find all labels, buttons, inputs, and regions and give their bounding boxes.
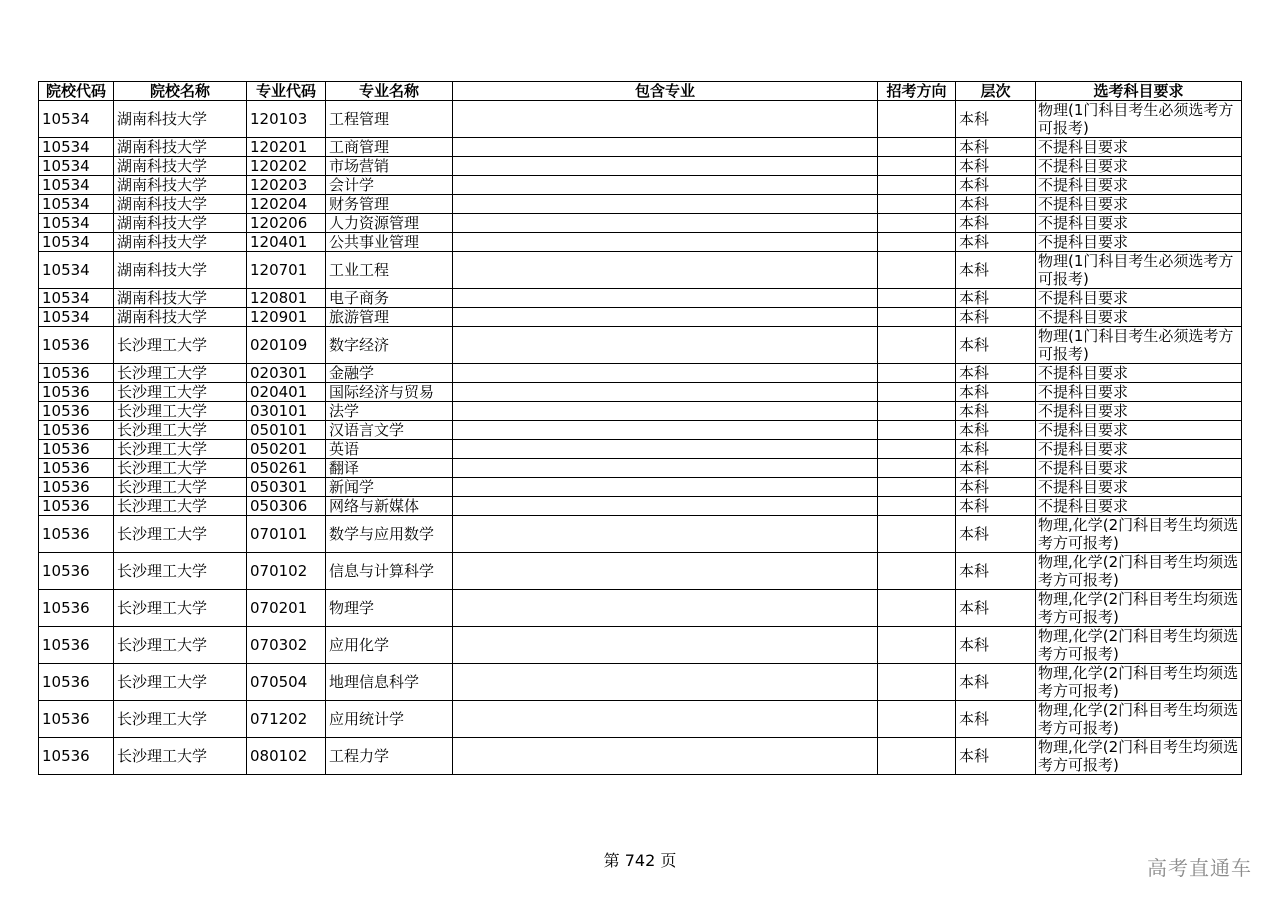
cell-level: 本科: [956, 195, 1036, 214]
watermark: 高考直通车: [1147, 856, 1252, 880]
cell-included-majors: [453, 627, 878, 664]
cell-level: 本科: [956, 327, 1036, 364]
cell-level: 本科: [956, 383, 1036, 402]
cell-included-majors: [453, 516, 878, 553]
cell-direction: [878, 308, 956, 327]
cell-school-code: 10536: [39, 383, 114, 402]
cell-level: 本科: [956, 364, 1036, 383]
cell-major-name: 国际经济与贸易: [326, 383, 453, 402]
cell-included-majors: [453, 383, 878, 402]
cell-level: 本科: [956, 516, 1036, 553]
cell-school-code: 10536: [39, 327, 114, 364]
cell-school-code: 10536: [39, 478, 114, 497]
cell-subject-requirement: 不提科目要求: [1036, 195, 1242, 214]
cell-school-name: 长沙理工大学: [114, 383, 247, 402]
cell-school-code: 10534: [39, 176, 114, 195]
cell-subject-requirement: 不提科目要求: [1036, 138, 1242, 157]
cell-school-code: 10534: [39, 289, 114, 308]
cell-school-name: 湖南科技大学: [114, 233, 247, 252]
cell-included-majors: [453, 421, 878, 440]
cell-major-name: 旅游管理: [326, 308, 453, 327]
cell-subject-requirement: 物理(1门科目考生必须选考方可报考): [1036, 101, 1242, 138]
cell-school-name: 长沙理工大学: [114, 421, 247, 440]
cell-direction: [878, 195, 956, 214]
cell-subject-requirement: 物理,化学(2门科目考生均须选考方可报考): [1036, 738, 1242, 775]
table-row: [39, 364, 1242, 383]
table-row: [39, 233, 1242, 252]
cell-major-name: 地理信息科学: [326, 664, 453, 701]
cell-included-majors: [453, 308, 878, 327]
cell-major-name: 英语: [326, 440, 453, 459]
cell-direction: [878, 289, 956, 308]
cell-school-name: 湖南科技大学: [114, 138, 247, 157]
cell-major-code: 070101: [247, 516, 326, 553]
cell-included-majors: [453, 459, 878, 478]
cell-major-code: 070302: [247, 627, 326, 664]
cell-major-code: 120901: [247, 308, 326, 327]
table-row: [39, 738, 1242, 775]
table-row: [39, 195, 1242, 214]
cell-direction: [878, 478, 956, 497]
cell-direction: [878, 590, 956, 627]
table-row: [39, 214, 1242, 233]
cell-included-majors: [453, 157, 878, 176]
cell-major-name: 市场营销: [326, 157, 453, 176]
cell-school-name: 长沙理工大学: [114, 459, 247, 478]
cell-school-code: 10536: [39, 459, 114, 478]
cell-major-name: 网络与新媒体: [326, 497, 453, 516]
cell-school-code: 10534: [39, 308, 114, 327]
cell-school-name: 湖南科技大学: [114, 252, 247, 289]
header-level: 层次: [956, 82, 1036, 101]
cell-major-code: 070201: [247, 590, 326, 627]
cell-major-name: 法学: [326, 402, 453, 421]
cell-included-majors: [453, 214, 878, 233]
cell-level: 本科: [956, 627, 1036, 664]
cell-school-name: 湖南科技大学: [114, 195, 247, 214]
cell-included-majors: [453, 664, 878, 701]
cell-major-code: 120204: [247, 195, 326, 214]
cell-school-name: 湖南科技大学: [114, 157, 247, 176]
cell-major-name: 公共事业管理: [326, 233, 453, 252]
cell-level: 本科: [956, 497, 1036, 516]
cell-school-code: 10536: [39, 421, 114, 440]
cell-direction: [878, 664, 956, 701]
cell-direction: [878, 459, 956, 478]
cell-level: 本科: [956, 701, 1036, 738]
cell-level: 本科: [956, 252, 1036, 289]
cell-subject-requirement: 物理,化学(2门科目考生均须选考方可报考): [1036, 664, 1242, 701]
cell-major-code: 120202: [247, 157, 326, 176]
cell-direction: [878, 516, 956, 553]
cell-level: 本科: [956, 459, 1036, 478]
cell-level: 本科: [956, 176, 1036, 195]
cell-included-majors: [453, 289, 878, 308]
table-row: [39, 101, 1242, 138]
cell-included-majors: [453, 327, 878, 364]
cell-school-name: 长沙理工大学: [114, 478, 247, 497]
cell-direction: [878, 497, 956, 516]
cell-school-name: 长沙理工大学: [114, 590, 247, 627]
cell-direction: [878, 214, 956, 233]
table-row: [39, 176, 1242, 195]
cell-school-code: 10536: [39, 364, 114, 383]
cell-included-majors: [453, 440, 878, 459]
cell-subject-requirement: 不提科目要求: [1036, 289, 1242, 308]
cell-school-name: 长沙理工大学: [114, 364, 247, 383]
cell-school-name: 长沙理工大学: [114, 440, 247, 459]
table-row: [39, 701, 1242, 738]
cell-major-name: 数学与应用数学: [326, 516, 453, 553]
cell-major-code: 120401: [247, 233, 326, 252]
cell-major-code: 020401: [247, 383, 326, 402]
cell-included-majors: [453, 497, 878, 516]
cell-school-code: 10536: [39, 701, 114, 738]
cell-direction: [878, 233, 956, 252]
cell-major-code: 050261: [247, 459, 326, 478]
page-number: 第 742 页: [603, 851, 677, 870]
cell-school-code: 10536: [39, 664, 114, 701]
cell-major-name: 会计学: [326, 176, 453, 195]
header-major-code: 专业代码: [247, 82, 326, 101]
cell-included-majors: [453, 138, 878, 157]
cell-school-code: 10534: [39, 252, 114, 289]
cell-direction: [878, 252, 956, 289]
cell-subject-requirement: 物理(1门科目考生必须选考方可报考): [1036, 327, 1242, 364]
cell-major-name: 人力资源管理: [326, 214, 453, 233]
table-row: [39, 138, 1242, 157]
cell-direction: [878, 553, 956, 590]
cell-level: 本科: [956, 289, 1036, 308]
cell-school-code: 10534: [39, 101, 114, 138]
cell-school-name: 长沙理工大学: [114, 627, 247, 664]
cell-school-name: 长沙理工大学: [114, 402, 247, 421]
header-major-name: 专业名称: [326, 82, 453, 101]
cell-major-name: 财务管理: [326, 195, 453, 214]
cell-major-name: 应用化学: [326, 627, 453, 664]
cell-direction: [878, 383, 956, 402]
cell-included-majors: [453, 553, 878, 590]
cell-direction: [878, 440, 956, 459]
cell-direction: [878, 701, 956, 738]
cell-subject-requirement: 物理,化学(2门科目考生均须选考方可报考): [1036, 627, 1242, 664]
cell-major-code: 120206: [247, 214, 326, 233]
table-row: [39, 478, 1242, 497]
cell-major-code: 050101: [247, 421, 326, 440]
cell-school-name: 长沙理工大学: [114, 327, 247, 364]
cell-direction: [878, 364, 956, 383]
cell-included-majors: [453, 701, 878, 738]
cell-major-code: 071202: [247, 701, 326, 738]
cell-level: 本科: [956, 402, 1036, 421]
cell-subject-requirement: 物理,化学(2门科目考生均须选考方可报考): [1036, 701, 1242, 738]
cell-major-code: 070102: [247, 553, 326, 590]
cell-school-code: 10536: [39, 516, 114, 553]
table-row: [39, 252, 1242, 289]
cell-school-code: 10536: [39, 440, 114, 459]
cell-major-code: 050306: [247, 497, 326, 516]
cell-direction: [878, 327, 956, 364]
admissions-table-container: [38, 81, 1241, 775]
cell-subject-requirement: 不提科目要求: [1036, 402, 1242, 421]
table-row: [39, 553, 1242, 590]
cell-major-code: 120201: [247, 138, 326, 157]
cell-included-majors: [453, 364, 878, 383]
cell-major-name: 工程力学: [326, 738, 453, 775]
cell-school-name: 长沙理工大学: [114, 664, 247, 701]
cell-subject-requirement: 物理(1门科目考生必须选考方可报考): [1036, 252, 1242, 289]
cell-level: 本科: [956, 590, 1036, 627]
cell-included-majors: [453, 195, 878, 214]
cell-school-code: 10536: [39, 627, 114, 664]
cell-major-name: 信息与计算科学: [326, 553, 453, 590]
cell-direction: [878, 101, 956, 138]
cell-school-code: 10534: [39, 138, 114, 157]
cell-subject-requirement: 不提科目要求: [1036, 440, 1242, 459]
table-row: [39, 402, 1242, 421]
cell-major-name: 金融学: [326, 364, 453, 383]
cell-school-code: 10534: [39, 233, 114, 252]
cell-school-code: 10534: [39, 157, 114, 176]
table-header-row: [39, 82, 1242, 101]
header-school-code: 院校代码: [39, 82, 114, 101]
cell-school-name: 湖南科技大学: [114, 308, 247, 327]
cell-direction: [878, 738, 956, 775]
table-row: [39, 421, 1242, 440]
cell-school-code: 10534: [39, 214, 114, 233]
table-row: [39, 516, 1242, 553]
cell-major-code: 020109: [247, 327, 326, 364]
cell-major-code: 020301: [247, 364, 326, 383]
cell-subject-requirement: 物理,化学(2门科目考生均须选考方可报考): [1036, 516, 1242, 553]
cell-subject-requirement: 不提科目要求: [1036, 157, 1242, 176]
cell-direction: [878, 157, 956, 176]
table-row: [39, 308, 1242, 327]
cell-major-code: 030101: [247, 402, 326, 421]
cell-major-code: 120103: [247, 101, 326, 138]
table-row: [39, 497, 1242, 516]
cell-subject-requirement: 不提科目要求: [1036, 308, 1242, 327]
cell-level: 本科: [956, 553, 1036, 590]
cell-school-name: 长沙理工大学: [114, 701, 247, 738]
table-row: [39, 627, 1242, 664]
cell-major-name: 工商管理: [326, 138, 453, 157]
cell-subject-requirement: 不提科目要求: [1036, 478, 1242, 497]
cell-major-name: 电子商务: [326, 289, 453, 308]
cell-major-name: 物理学: [326, 590, 453, 627]
cell-direction: [878, 138, 956, 157]
cell-major-name: 数字经济: [326, 327, 453, 364]
cell-included-majors: [453, 738, 878, 775]
cell-major-code: 120701: [247, 252, 326, 289]
table-row: [39, 157, 1242, 176]
cell-included-majors: [453, 101, 878, 138]
header-included-majors: 包含专业: [453, 82, 878, 101]
table-row: [39, 664, 1242, 701]
cell-major-code: 120801: [247, 289, 326, 308]
table-row: [39, 590, 1242, 627]
cell-level: 本科: [956, 421, 1036, 440]
cell-major-name: 新闻学: [326, 478, 453, 497]
cell-included-majors: [453, 252, 878, 289]
table-row: [39, 383, 1242, 402]
header-subject-requirement: 选考科目要求: [1036, 82, 1242, 101]
header-school-name: 院校名称: [114, 82, 247, 101]
cell-subject-requirement: 不提科目要求: [1036, 383, 1242, 402]
cell-subject-requirement: 不提科目要求: [1036, 176, 1242, 195]
cell-major-code: 070504: [247, 664, 326, 701]
cell-included-majors: [453, 590, 878, 627]
cell-school-name: 湖南科技大学: [114, 289, 247, 308]
cell-major-name: 工程管理: [326, 101, 453, 138]
table-body: [39, 101, 1242, 775]
cell-direction: [878, 627, 956, 664]
cell-school-code: 10536: [39, 590, 114, 627]
cell-level: 本科: [956, 308, 1036, 327]
table-row: [39, 289, 1242, 308]
table-row: [39, 440, 1242, 459]
cell-subject-requirement: 物理,化学(2门科目考生均须选考方可报考): [1036, 590, 1242, 627]
cell-major-name: 应用统计学: [326, 701, 453, 738]
cell-major-name: 汉语言文学: [326, 421, 453, 440]
cell-subject-requirement: 不提科目要求: [1036, 233, 1242, 252]
cell-school-code: 10534: [39, 195, 114, 214]
cell-subject-requirement: 不提科目要求: [1036, 421, 1242, 440]
cell-school-code: 10536: [39, 402, 114, 421]
cell-school-code: 10536: [39, 738, 114, 775]
cell-level: 本科: [956, 214, 1036, 233]
cell-major-code: 080102: [247, 738, 326, 775]
cell-major-name: 工业工程: [326, 252, 453, 289]
cell-level: 本科: [956, 101, 1036, 138]
cell-school-name: 湖南科技大学: [114, 176, 247, 195]
cell-subject-requirement: 不提科目要求: [1036, 497, 1242, 516]
cell-subject-requirement: 不提科目要求: [1036, 459, 1242, 478]
cell-school-name: 长沙理工大学: [114, 553, 247, 590]
cell-included-majors: [453, 402, 878, 421]
admissions-table: [38, 81, 1242, 775]
cell-included-majors: [453, 478, 878, 497]
cell-major-code: 120203: [247, 176, 326, 195]
cell-school-code: 10536: [39, 553, 114, 590]
cell-major-name: 翻译: [326, 459, 453, 478]
cell-subject-requirement: 不提科目要求: [1036, 364, 1242, 383]
cell-direction: [878, 402, 956, 421]
cell-school-name: 长沙理工大学: [114, 516, 247, 553]
table-row: [39, 459, 1242, 478]
cell-level: 本科: [956, 157, 1036, 176]
header-direction: 招考方向: [878, 82, 956, 101]
cell-included-majors: [453, 233, 878, 252]
cell-school-name: 长沙理工大学: [114, 738, 247, 775]
cell-direction: [878, 176, 956, 195]
cell-major-code: 050301: [247, 478, 326, 497]
cell-major-code: 050201: [247, 440, 326, 459]
cell-level: 本科: [956, 664, 1036, 701]
cell-level: 本科: [956, 738, 1036, 775]
cell-school-code: 10536: [39, 497, 114, 516]
cell-level: 本科: [956, 440, 1036, 459]
cell-school-name: 长沙理工大学: [114, 497, 247, 516]
cell-included-majors: [453, 176, 878, 195]
cell-level: 本科: [956, 138, 1036, 157]
cell-level: 本科: [956, 478, 1036, 497]
cell-direction: [878, 421, 956, 440]
table-row: [39, 327, 1242, 364]
cell-subject-requirement: 不提科目要求: [1036, 214, 1242, 233]
cell-school-name: 湖南科技大学: [114, 214, 247, 233]
cell-level: 本科: [956, 233, 1036, 252]
cell-subject-requirement: 物理,化学(2门科目考生均须选考方可报考): [1036, 553, 1242, 590]
cell-school-name: 湖南科技大学: [114, 101, 247, 138]
